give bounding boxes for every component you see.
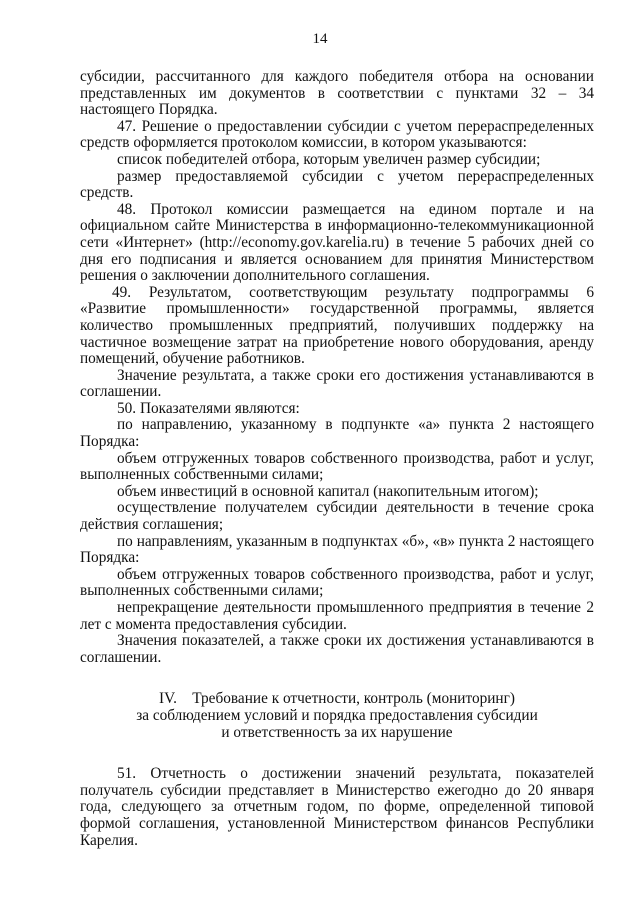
paragraph-continuation: субсидии, рассчитанного для каждого победителя отбора на основании представленных им документов в соответствии с пунктами 32 – 34 настоящего Порядка.	[80, 68, 594, 119]
paragraph-50: 50. Показателями являются:	[117, 399, 300, 417]
paragraph-48: 48. Протокол комиссии размещается на едином портале и на официальном сайте Министерства в информационно-телекоммуникационной сети «Интернет» (http://economy.gov.karelia.ru) в течение 5 рабочих дней со дня его подписания и является основанием для принятия Министерством решения о заключении дополнительного соглашения.	[80, 200, 594, 285]
paragraph-50-indicator-4: объем отгруженных товаров собственного производства, работ и услуг, выполненных собственными силами;	[80, 565, 594, 600]
section-heading-line-1: IV. Требование к отчетности, контроль (мониторинг)	[158, 690, 515, 708]
section-heading	[80, 691, 594, 741]
document-body	[80, 69, 594, 849]
paragraph-50-indicator-1: объем отгруженных товаров собственного производства, работ и услуг, выполненных собственными силами;	[80, 449, 594, 484]
section-heading-line-3: и ответственность за их нарушение	[221, 723, 453, 741]
paragraph-49: 49. Результатом, соответствующим результату подпрограммы 6 «Развитие промышленности» государственной программы, является количество промышленных предприятий, получивших поддержку на частичное возмещение затрат на приобретение нового оборудования, аренду помещений, обучение работников.	[80, 283, 594, 368]
paragraph-50-direction-a: по направлению, указанному в подпункте «а» пункта 2 настоящего Порядка:	[80, 416, 594, 451]
paragraph-49-result-value: Значение результата, а также сроки его достижения устанавливаются в соглашении.	[80, 366, 594, 401]
paragraph-50-indicator-5: непрекращение деятельности промышленного предприятия в течение 2 лет с момента предоставления субсидии.	[80, 599, 594, 633]
paragraph-47-item-1: список победителей отбора, которым увеличен размер субсидии;	[117, 150, 541, 168]
paragraph-50-indicator-3: осуществление получателем субсидии деятельности в течение срока действия соглашения;	[80, 499, 594, 534]
paragraph-47-item-2: размер предоставляемой субсидии с учетом перераспределенных средств.	[80, 167, 594, 202]
paragraph-47: 47. Решение о предоставлении субсидии с учетом перераспределенных средств оформляется протоколом комиссии, в котором указываются:	[80, 117, 594, 152]
paragraph-50-indicator-2: объем инвестиций в основной капитал (накопительным итогом);	[117, 482, 539, 500]
paragraph-50-indicator-values: Значения показателей, а также сроки их достижения устанавливаются в соглашении.	[80, 632, 594, 666]
paragraph-51: 51. Отчетность о достижении значений результата, показателей получатель субсидии представляет в Министерство ежегодно до 20 января года, следующего за отчетным годом, по форме, определенной типовой формой соглашения, установленной Министерством финансов Республики Карелия.	[80, 765, 594, 849]
section-heading-line-2: за соблюдением условий и порядка предоставления субсидии	[136, 706, 538, 724]
paragraph-50-direction-bv: по направлениям, указанным в подпунктах «б», «в» пункта 2 настоящего Порядка:	[80, 532, 594, 567]
page-number: 14	[312, 31, 328, 47]
